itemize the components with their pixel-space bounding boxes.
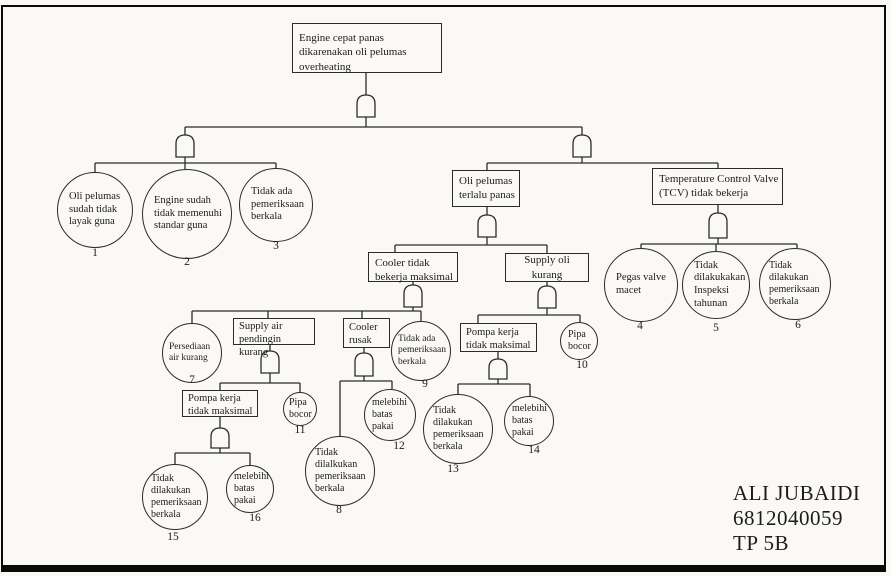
- and-gate-icon: [478, 215, 496, 237]
- basic-event-13-number: 13: [447, 463, 459, 475]
- and-gate-icon: [573, 135, 591, 157]
- author-class: TP 5B: [733, 530, 789, 555]
- basic-event-16-number: 16: [249, 512, 261, 524]
- intermediate-box-pompa-kerja-tidak-maksimal-oli: Pompa kerja tidak maksimal: [460, 323, 537, 352]
- signature-block: [733, 481, 860, 555]
- basic-event-6: Tidak dilakukan pemeriksaan berkala: [759, 248, 831, 320]
- basic-event-14-number: 14: [528, 444, 540, 456]
- intermediate-box-oli-pelumas-terlalu-panas: Oli pelumas terlalu panas: [452, 170, 520, 207]
- intermediate-box-cooler-rusak: Cooler rusak: [343, 318, 390, 348]
- intermediate-box-supply-oli-kurang: Supply oli kurang: [505, 253, 589, 282]
- basic-event-16: melebihi batas pakai: [226, 465, 274, 513]
- intermediate-box-tcv-tidak-bekerja: Temperature Control Valve (TCV) tidak bekerja: [652, 168, 783, 205]
- basic-event-9: Tidak ada pemeriksaan berkala: [391, 321, 451, 381]
- intermediate-box-supply-air-pendingin-kurang: Supply air pendingin kurang: [233, 318, 315, 345]
- basic-event-12: melebihi batas pakai: [364, 389, 416, 441]
- basic-event-11-number: 11: [294, 424, 306, 436]
- basic-event-5-number: 5: [713, 322, 719, 334]
- top-event-box: Engine cepat panas dikarenakan oli pelumas overheating: [292, 23, 442, 73]
- author-id: 6812040059: [733, 505, 843, 530]
- and-gate-icon: [211, 428, 229, 448]
- basic-event-7: Persediaan air kurang: [162, 323, 222, 383]
- basic-event-6-number: 6: [795, 319, 801, 331]
- intermediate-box-cooler-tidak-bekerja-maksimal: Cooler tidak bekerja maksimal: [368, 252, 458, 282]
- basic-event-1-number: 1: [92, 247, 98, 259]
- basic-event-10: Pipa bocor: [560, 322, 598, 360]
- basic-event-4: Pegas valve macet: [604, 248, 678, 322]
- basic-event-7-number: 7: [189, 374, 195, 386]
- and-gate-icon: [355, 353, 373, 376]
- and-gate-icon: [538, 286, 556, 308]
- basic-event-8: Tidak dilalkukan pemeriksaan berkala: [305, 436, 375, 506]
- basic-event-14: melebihi batas pakai: [504, 396, 554, 446]
- intermediate-box-pompa-kerja-tidak-maksimal-air: Pompa kerja tidak maksimal: [182, 390, 258, 417]
- basic-event-2-number: 2: [184, 256, 190, 268]
- and-gate-icon: [357, 95, 375, 117]
- basic-event-13: Tidak dilakukan pemeriksaan berkala: [423, 394, 493, 464]
- basic-event-9-number: 9: [422, 378, 428, 390]
- basic-event-10-number: 10: [576, 359, 588, 371]
- and-gate-icon: [489, 359, 507, 379]
- author-name: ALI JUBAIDI: [733, 481, 861, 505]
- and-gate-icon: [404, 285, 422, 307]
- and-gate-icon: [709, 213, 727, 238]
- basic-event-5: Tidak dilakukakan Inspeksi tahunan: [682, 251, 750, 319]
- basic-event-3: Tidak ada pemeriksaan berkala: [239, 168, 313, 242]
- basic-event-15: Tidak dilakukan pemeriksaan berkala: [142, 464, 208, 530]
- basic-event-8-number: 8: [336, 504, 342, 516]
- and-gate-icon: [176, 135, 194, 157]
- basic-event-12-number: 12: [393, 440, 405, 452]
- basic-event-1: Oli pelumas sudah tidak layak guna: [57, 172, 133, 248]
- basic-event-3-number: 3: [273, 240, 279, 252]
- basic-event-11: Pipa bocor: [283, 392, 317, 426]
- basic-event-2: Engine sudah tidak memenuhi standar guna: [142, 169, 232, 259]
- basic-event-4-number: 4: [637, 320, 643, 332]
- basic-event-15-number: 15: [167, 531, 179, 543]
